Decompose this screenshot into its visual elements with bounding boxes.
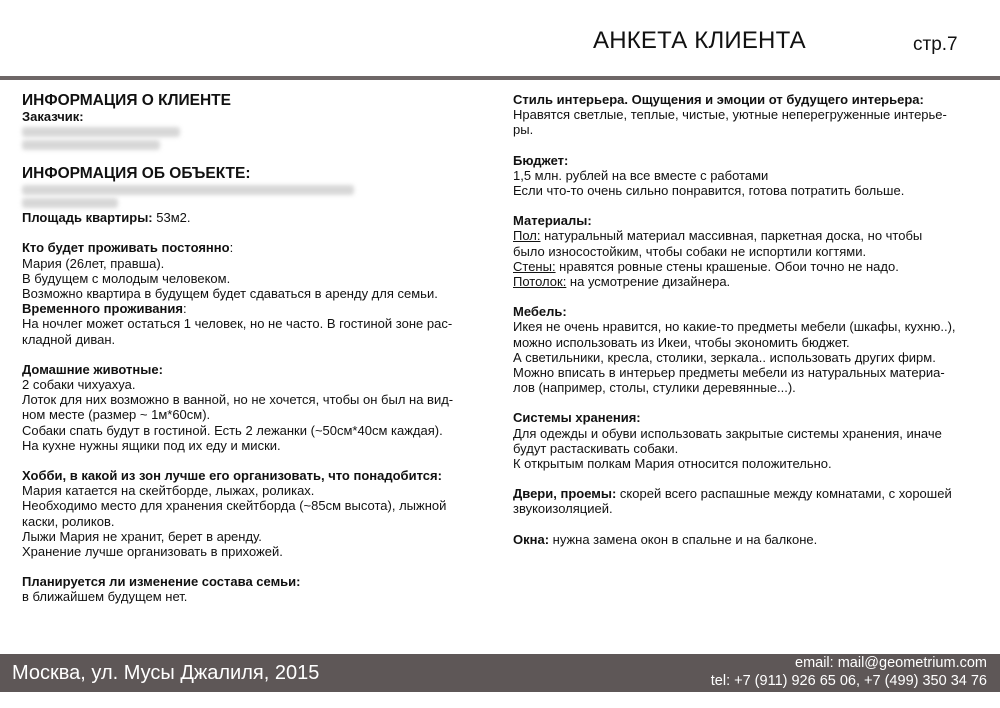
budget-section [513,153,978,199]
text-line: 1,5 млн. рублей на все вместе с работами [513,167,769,183]
client-info-heading: ИНФОРМАЦИЯ О КЛИЕНТЕ [22,92,231,109]
text-line: Для одежды и обуви использовать закрытые системы хранения, иначе [513,425,942,441]
text-line: На ночлег может остаться 1 человек, но не часто. В гостиной зоне рас- [22,316,453,332]
text-line: будут растаскивать собаки. [513,440,679,456]
text-line: Хранение лучше организовать в прихожей. [22,544,283,560]
text-line: было износостойким, чтобы собаки не испортили когтями. [513,243,867,259]
footer-bar [0,654,1000,692]
customer-label: Заказчик: [22,109,84,124]
furniture-section [513,304,978,395]
text-line: Возможно квартира в будущем будет сдаваться в аренду для семьи. [22,286,438,302]
permanent-residents [22,240,472,346]
style-label: Стиль интерьера. Ощущения и эмоции от будущего интерьера: [513,92,924,107]
area-value: 53м2. [152,210,191,226]
storage-label: Системы хранения: [513,410,641,426]
header-divider [0,76,1000,80]
area-label: Площадь квартиры: [22,210,153,226]
floor-text: натуральный материал массивная, паркетная доска, но чтобы [540,228,923,244]
style-section [513,92,978,138]
text-line: А светильники, кресла, столики, зеркала.. использовать других фирм. [513,349,936,365]
redacted-object-address-cont [22,198,118,208]
budget-label: Бюджет: [513,152,569,168]
left-column [22,92,472,605]
page-number: стр.7 [913,34,958,55]
pets-section [22,362,472,453]
text-line: каски, роликов. [22,513,115,529]
family-section [22,574,472,604]
doors-text: скорей всего распашные между комнатами, с хорошей [616,486,952,502]
materials-label: Материалы: [513,213,592,229]
ceiling-text: на усмотрение дизайнера. [566,274,731,290]
text-line: можно использовать из Икеи, чтобы экономить бюджет. [513,334,850,350]
text-line: 2 собаки чихуахуа. [22,377,136,393]
object-info-heading: ИНФОРМАЦИЯ ОБ ОБЪЕКТЕ: [22,165,251,183]
area-line [22,210,472,225]
text-line: в ближайшем будущем нет. [22,589,188,605]
text-line: Можно вписать в интерьер предметы мебели из натуральных материа- [513,365,945,381]
footer-phone: tel: +7 (911) 926 65 06, +7 (499) 350 34 76 [710,672,987,689]
text-line: кладной диван. [22,331,116,347]
redacted-customer-contact [22,140,160,150]
text-line: ры. [513,122,534,138]
floor-label: Пол: [513,228,541,244]
text-line: Лоток для них возможно в ванной, но не хочется, чтобы он был на вид- [22,392,454,408]
footer-address: Москва, ул. Мусы Джалиля, 2015 [12,662,320,684]
doors-label: Двери, проемы: [513,486,617,502]
text-line: Нравятся светлые, теплые, чистые, уютные неперегруженные интерье- [513,107,947,123]
footer-email: email: mail@geometrium.com [795,655,987,671]
text-line: Мария (26лет, правша). [22,255,165,271]
walls-label: Стены: [513,258,556,274]
right-column [513,92,978,547]
storage-section [513,410,978,471]
text-line: К открытым полкам Мария относится положительно. [513,456,832,472]
ceiling-label: Потолок: [513,274,567,290]
redacted-customer-name [22,127,180,137]
text-line: На кухне нужны ящики под их еду и миски. [22,437,281,453]
walls-text: нравятся ровные стены крашеные. Обои точно не надо. [555,258,899,274]
hobby-section [22,468,472,559]
temporary-label: Временного проживания [22,301,183,317]
hobby-label: Хобби, в какой из зон лучше его организовать, что понадобится: [22,468,442,484]
text-line: Лыжи Мария не хранит, берет в аренду. [22,528,262,544]
windows-label: Окна: [513,531,550,547]
temporary-colon: : [182,301,187,317]
text-line: В будущем с молодым человеком. [22,270,231,286]
footer-contacts [711,655,987,690]
text-line: Необходимо место для хранения скейтборда (~85см высота), лыжной [22,498,447,514]
text-line: Собаки спать будут в гостиной. Есть 2 лежанки (~50см*40см каждая). [22,422,443,438]
text-line: Икея не очень нравится, но какие-то предметы мебели (шкафы, кухню..), [513,319,956,335]
text-line: лов (например, столы, стулики деревянные...). [513,380,796,396]
materials-section [513,213,978,289]
text-line: ном месте (размер ~ 1м*60см). [22,407,211,423]
permanent-label: Кто будет проживать постоянно [22,240,230,256]
pets-label: Домашние животные: [22,361,163,377]
text-line: звукоизоляцией. [513,501,613,517]
permanent-colon: : [229,240,234,256]
doors-section [513,486,978,516]
redacted-object-address [22,185,354,195]
text-line: Если что-то очень сильно понравится, готова потратить больше. [513,183,905,199]
text-line: Мария катается на скейтборде, лыжах, роликах. [22,483,315,499]
windows-text: нужна замена окон в спальне и на балконе. [549,531,818,547]
family-label: Планируется ли изменение состава семьи: [22,574,301,590]
furniture-label: Мебель: [513,304,567,320]
windows-section [513,532,978,547]
document-title: АНКЕТА КЛИЕНТА [593,27,806,54]
